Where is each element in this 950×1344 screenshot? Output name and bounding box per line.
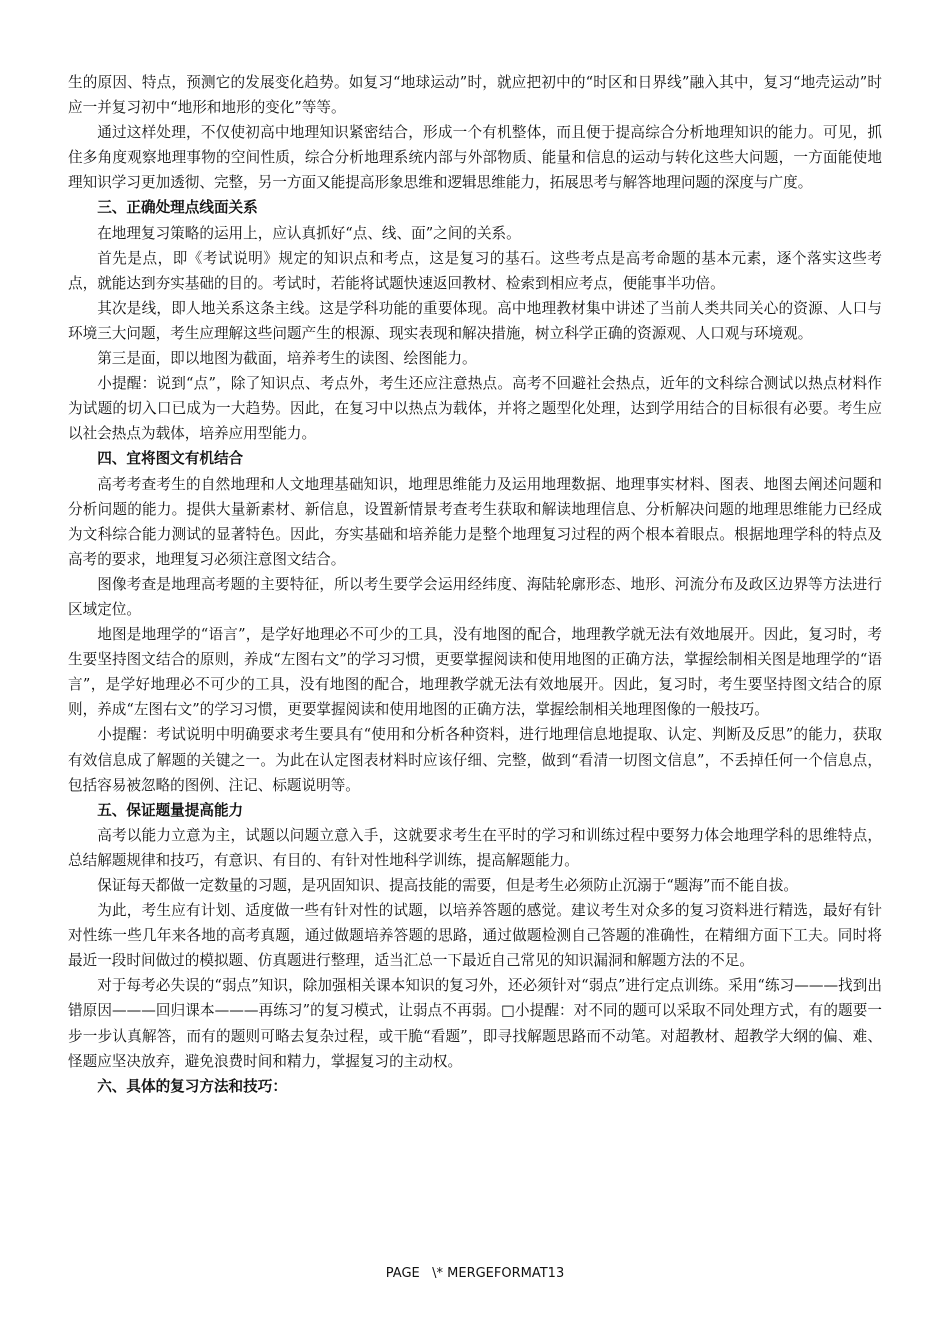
paragraph: 其次是线，即人地关系这条主线。这是学科功能的重要体现。高中地理教材集中讲述了当前人类共同关心的资源、人口与环境三大问题，考生应理解这些问题产生的根源、现实表现和解决措施，树立科学正确的资源观、人口观与环境观。 — [68, 299, 882, 342]
paragraph: 首先是点，即《考试说明》规定的知识点和考点，这是复习的基石。这些考点是高考命题的基本元素，逐个落实这些考点，就能达到夯实基础的目的。考试时，若能将试题快速返回教材、检索到相应考点，便能事半功倍。 — [68, 249, 882, 292]
section-heading: 六、具体的复习方法和技巧： — [97, 1077, 287, 1095]
paragraph: 第三是面，即以地图为截面，培养考生的读图、绘图能力。 — [97, 350, 477, 368]
paragraph: 生的原因、特点，预测它的发展变化趋势。如复习“地球运动”时，就应把初中的“时区和日界线”融入其中，复习“地壳运动”时应一并复习初中“地形和地形的变化”等等。 — [68, 74, 882, 117]
tip-paragraph: 小提醒：考试说明中明确要求考生要具有“使用和分析各种资料，进行地理信息地提取、认定、判断及反思”的能力，获取有效信息成了解题的关键之一。为此在认定图表材料时应该仔细、完整，做到“看清一切图文信息”，不丢掉任何一个信息点，包括容易被忽略的图例、注记、标题说明等。 — [68, 726, 882, 794]
tip-paragraph: 小提醒：说到“点”，除了知识点、考点外，考生还应注意热点。高考不回避社会热点，近年的文科综合测试以热点材料作为试题的切入口已成为一大趋势。因此，在复习中以热点为载体，并将之题型化处理，达到学用结合的目标很有必要。考生应以社会热点为载体，培养应用型能力。 — [68, 375, 882, 443]
paragraph: 对于每考必失误的“弱点”知识，除加强相关课本知识的复习外，还必须针对“弱点”进行定点训练。采用“练习———找到出错原因———回归课本———再练习”的复习模式，让弱点不再弱。□小提醒：对不同的题可以采取不同处理方式，有的题要一步一步认真解答，而有的题则可略去复杂过程，或干脆“看题”，即寻找解题思路而不动笔。对超教材、超教学大纲的偏、难、怪题应坚决放弃，避免浪费时间和精力，掌握复习的主动权。 — [68, 977, 882, 1070]
document-body — [68, 70, 882, 1099]
paragraph: 通过这样处理，不仅使初高中地理知识紧密结合，形成一个有机整体，而且便于提高综合分析地理知识的能力。可见，抓住多角度观察地理事物的空间性质，综合分析地理系统内部与外部物质、能量和信息的运动与转化这些大问题，一方面能使地理知识学习更加透彻、完整，另一方面又能提高形象思维和逻辑思维能力，拓展思考与解答地理问题的深度与广度。 — [68, 124, 882, 192]
page-footer: PAGE \* MERGEFORMAT13 — [385, 1266, 565, 1281]
paragraph: 保证每天都做一定数量的习题，是巩固知识、提高技能的需要，但是考生必须防止沉溺于“题海”而不能自拔。 — [97, 877, 799, 894]
paragraph: 为此，考生应有计划、适度做一些有针对性的试题，以培养答题的感觉。建议考生对众多的复习资料进行精选，最好有针对性练一些几年来各地的高考真题，通过做题培养答题的思路，通过做题检测自己答题的准确性，在精细方面下工夫。同时将最近一段时间做过的模拟题、仿真题进行整理，适当汇总一下最近自己常见的知识漏洞和解题方法的不足。 — [68, 902, 882, 970]
section-heading: 四、宜将图文有机结合 — [97, 450, 244, 468]
paragraph: 地图是地理学的“语言”，是学好地理必不可少的工具，没有地图的配合，地理教学就无法有效地展开。因此，复习时，考生要坚持图文结合的原则，养成“左图右文”的学习习惯，更要掌握阅读和使用地图的正确方法，掌握绘制相关图是地理学的“语言”，是学好地理必不可少的工具，没有地图的配合，地理教学就无法有效地展开。因此，复习时，考生要坚持图文结合的原则，养成“左图右文”的学习习惯，更要掌握阅读和使用地图的正确方法，掌握绘制相关地理图像的一般技巧。 — [68, 626, 882, 719]
section-heading: 三、正确处理点线面关系 — [97, 199, 258, 217]
paragraph: 高考以能力立意为主，试题以问题立意入手，这就要求考生在平时的学习和训练过程中要努力体会地理学科的思维特点，总结解题规律和技巧，有意识、有目的、有针对性地科学训练，提高解题能力。 — [68, 826, 882, 869]
paragraph: 在地理复习策略的运用上，应认真抓好“点、线、面”之间的关系。 — [97, 224, 521, 242]
section-heading: 五、保证题量提高能力 — [97, 801, 244, 819]
paragraph: 高考考查考生的自然地理和人文地理基础知识，地理思维能力及运用地理数据、地理事实材料、图表、地图去阐述问题和分析问题的能力。提供大量新素材、新信息，设置新情景考查考生获取和解读地理信息、分析解决问题的地理思维能力已经成为文科综合能力测试的显著特色。因此，夯实基础和培养能力是整个地理复习过程的两个根本着眼点。根据地理学科的特点及高考的要求，地理复习必须注意图文结合。 — [68, 475, 882, 568]
paragraph: 图像考查是地理高考题的主要特征，所以考生要学会运用经纬度、海陆轮廓形态、地形、河流分布及政区边界等方法进行区域定位。 — [68, 575, 882, 618]
